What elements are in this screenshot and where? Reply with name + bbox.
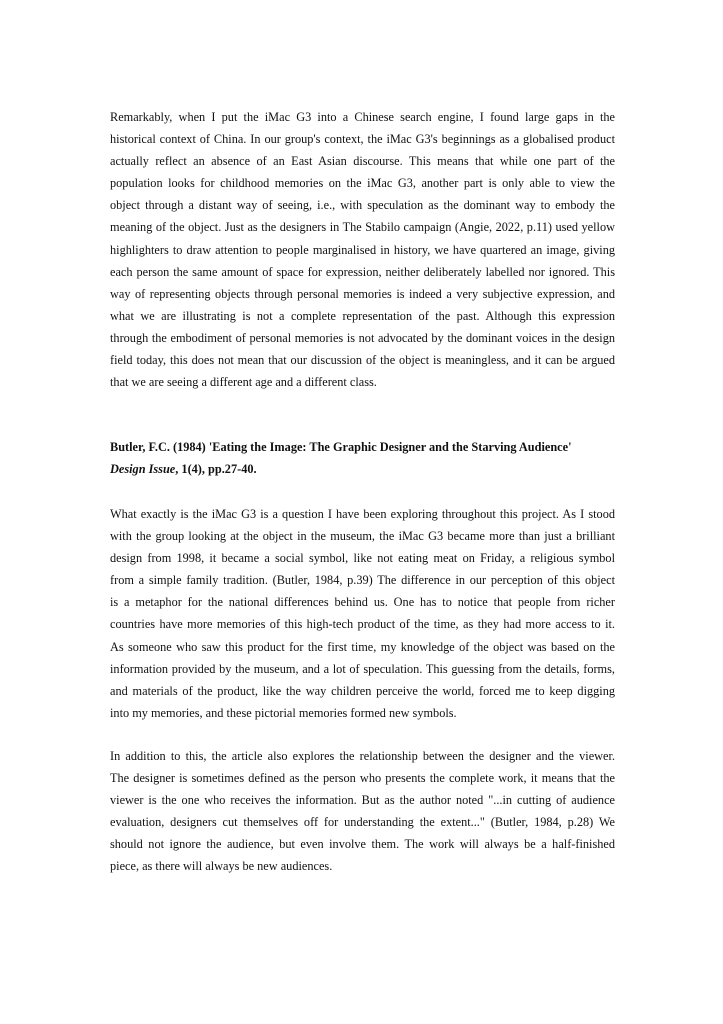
- paragraph-line: What exactly is the iMac G3 is a question I have been exploring throughout this project. As I stood: [110, 507, 615, 521]
- paragraph-line: what we are illustrating is not a complete representation of the past. Although this expression: [110, 308, 615, 323]
- paragraph-line: As someone who saw this product for the first time, my knowledge of the object was based on the: [110, 639, 615, 654]
- paragraph-line: Remarkably, when I put the iMac G3 into a Chinese search engine, I found large gaps in the: [110, 110, 615, 124]
- paragraph-line: from a simple family tradition. (Butler, 1984, p.39) The difference in our perception of this object: [110, 573, 615, 588]
- paragraph-line: actually reflect an absence of an East Asian discourse. This means that while one part of the: [110, 154, 615, 169]
- paragraph-line: that we are seeing a different age and a different class.: [110, 375, 377, 390]
- paragraph-line: object through a distant way of seeing, i.e., with speculation as the dominant way to embody the: [110, 198, 615, 213]
- paragraph-line: information provided by the museum, and a lot of speculation. This guessing from the details, forms,: [110, 661, 615, 676]
- reference-citation: [110, 436, 615, 480]
- paragraph-line: through the embodiment of personal memories is not advocated by the dominant voices in the design: [110, 330, 615, 345]
- paragraph-line: evaluation, designers cut themselves off for understanding the extent..." (Butler, 1984, p.28) We: [110, 815, 615, 830]
- paragraph-line: The designer is sometimes defined as the person who presents the complete work, it means that the: [110, 771, 615, 786]
- paragraph-line: and materials of the product, like the way children perceive the world, forced me to keep digging: [110, 683, 615, 698]
- paragraph-imac-search: [110, 106, 615, 393]
- reference-source: [110, 458, 615, 480]
- paragraph-line: field today, this does not mean that our discussion of the object is meaningless, and it can be argued: [110, 353, 615, 368]
- paragraph-line: population looks for childhood memories on the iMac G3, another part is only able to view the: [110, 176, 615, 191]
- paragraph-line: each person the same amount of space for expression, neither deliberately labelled nor ignored. This: [110, 264, 615, 279]
- paragraph-line: with the group looking at the object in the museum, the iMac G3 became more than just a brilliant: [110, 529, 615, 544]
- paragraph-line: meaning of the object. Just as the designers in The Stabilo campaign (Angie, 2022, p.11) used yellow: [110, 220, 615, 235]
- paragraph-line: In addition to this, the article also explores the relationship between the designer and the viewer.: [110, 749, 615, 763]
- paragraph-line: historical context of China. In our group's context, the iMac G3's beginnings as a globalised product: [110, 132, 615, 147]
- paragraph-line: should not ignore the audience, but even involve them. The work will always be a half-finished: [110, 837, 615, 852]
- paragraph-what-is-imac: [110, 503, 615, 724]
- paragraph-line: is a metaphor for the national differences behind us. One has to notice that people from richer: [110, 595, 615, 610]
- reference-volume-pages: , 1(4), pp.27-40.: [175, 462, 257, 477]
- paragraph-line: countries have more memories of this high-tech product of the time, as they had more access to it.: [110, 617, 615, 632]
- paragraph-line: highlighters to draw attention to people marginalised in history, we have quartered an image, giving: [110, 242, 615, 257]
- paragraph-line: viewer is the one who receives the information. But as the author noted "...in cutting of audience: [110, 793, 615, 808]
- paragraph-designer-viewer: [110, 745, 615, 878]
- reference-journal: Design Issue: [110, 462, 176, 477]
- paragraph-line: way of representing objects through personal memories is indeed a very subjective expression, and: [110, 286, 615, 301]
- paragraph-line: design from 1998, it became a social symbol, like not eating meat on Friday, a religious symbol: [110, 551, 615, 566]
- paragraph-line: piece, as there will always be new audiences.: [110, 859, 333, 874]
- reference-title: Butler, F.C. (1984) 'Eating the Image: The Graphic Designer and the Starving Audience': [110, 440, 572, 454]
- paragraph-line: into my memories, and these pictorial memories formed new symbols.: [110, 705, 457, 720]
